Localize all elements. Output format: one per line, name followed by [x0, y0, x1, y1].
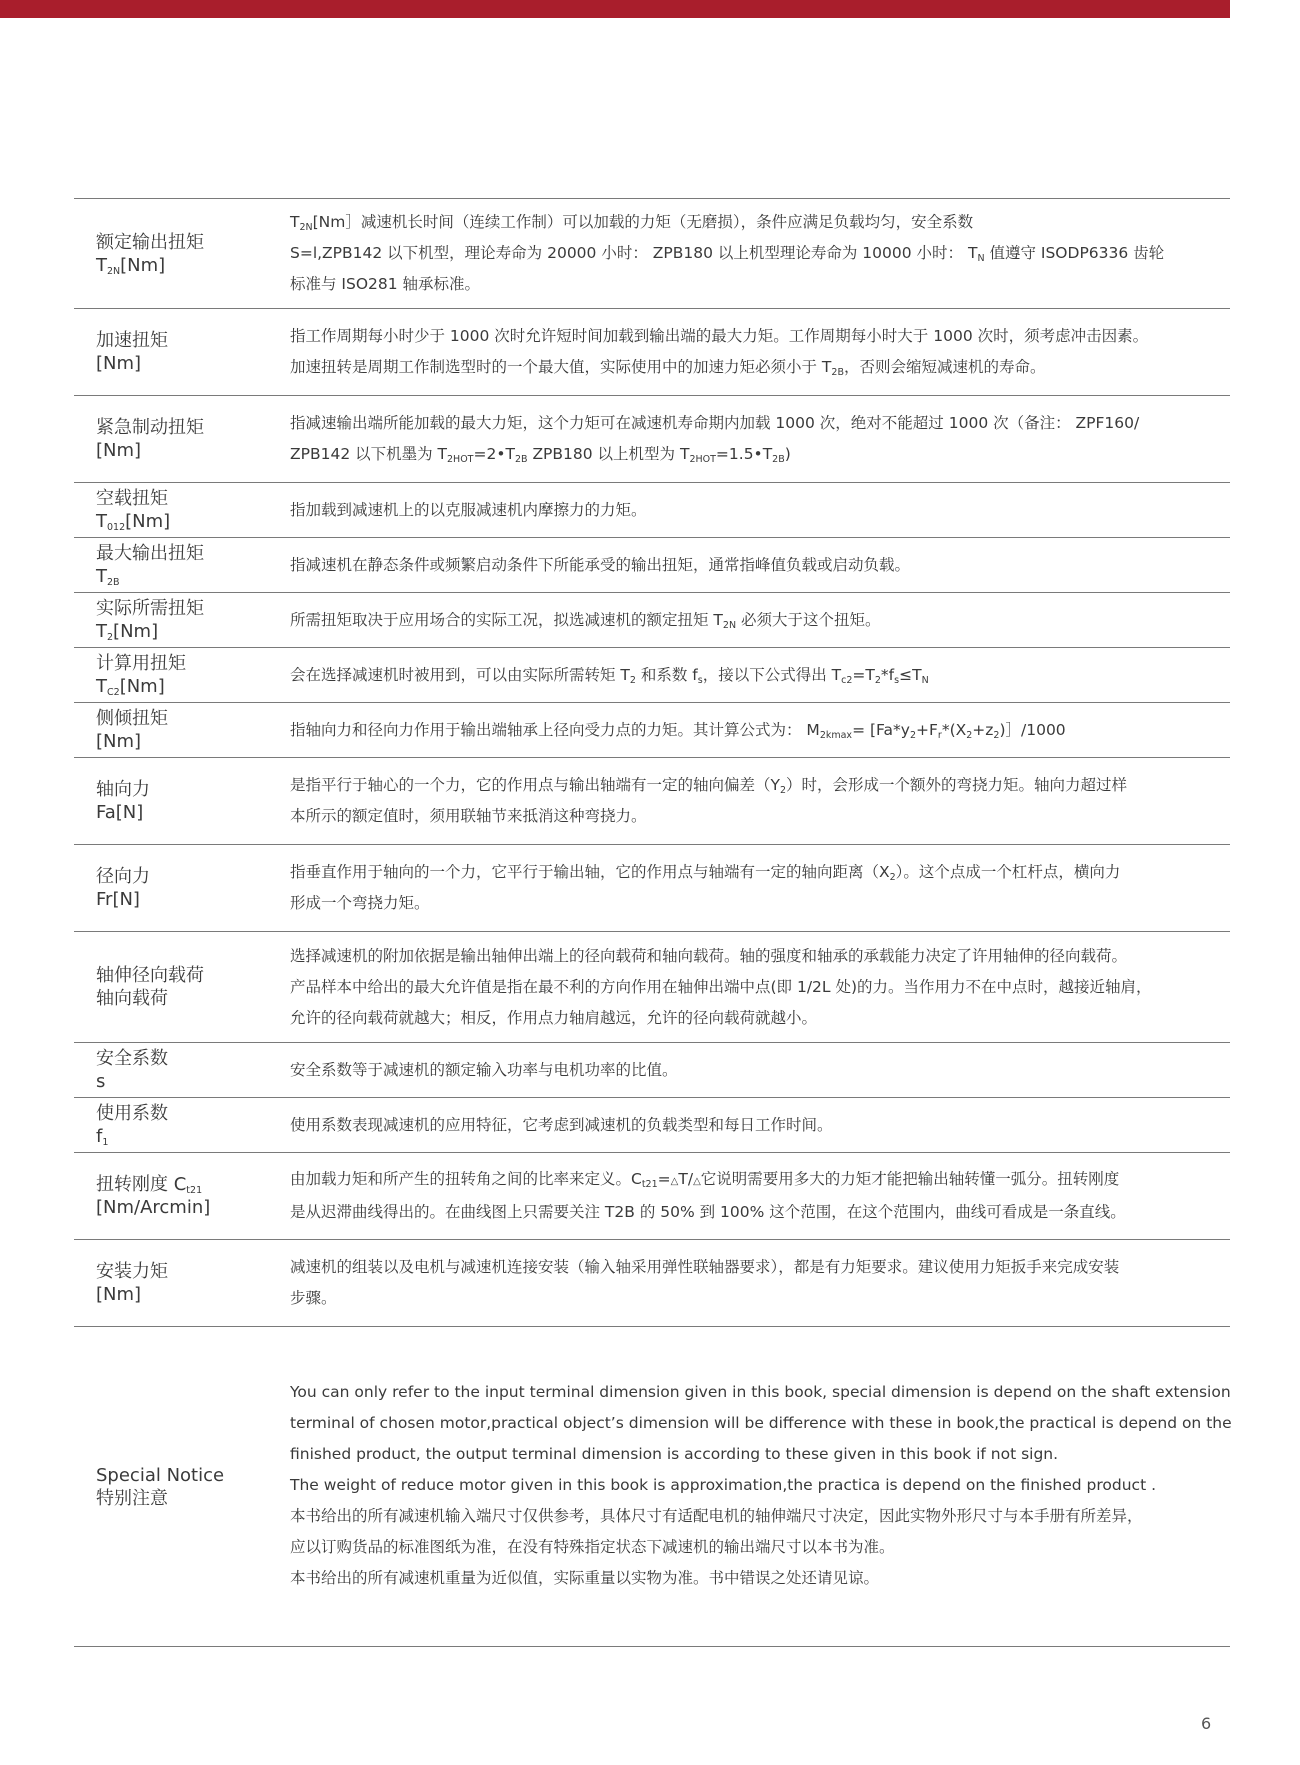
description-cell: [290, 1043, 1230, 1098]
term-unit: $T_{C2}[Nm]$: [96, 676, 165, 698]
description-line: 指减速机在静态条件或频繁启动条件下所能承受的输出扭矩，通常指峰值负载或启动负载。: [290, 555, 911, 574]
description-line: 步骤。: [290, 1289, 337, 1307]
term-unit: 轴向载荷: [96, 988, 168, 1009]
spec-row: [74, 396, 1230, 483]
term-unit: $T_2[Nm]$: [96, 621, 159, 643]
notice-body: [290, 1327, 1230, 1647]
spec-row: [74, 932, 1230, 1043]
description-line: 由加载力矩和所产生的扭转角之间的比率来定义。$C_{t21}=\triangle T/\triangle$它说明需要用多大的力矩才能把输出轴转懂一弧分。扭转刚度: [290, 1170, 1120, 1190]
description-cell: [290, 309, 1230, 396]
description-line: 是从迟滞曲线得出的。在曲线图上只需要关注 T2B 的 50% 到 100% 这个范围，在这个范围内，曲线可看成是一条直线。: [290, 1203, 1126, 1221]
term-unit: [Nm]: [96, 731, 142, 752]
term-unit: $T_{2N}[Nm]$: [96, 254, 166, 277]
spec-row: [74, 845, 1230, 932]
description-line: 本所示的额定值时，须用联轴节来抵消这种弯挠力。: [290, 807, 647, 825]
term-cell: [74, 538, 290, 593]
notice-line: The weight of reduce motor given in this book is approximation,the practica is depend on the finished product .: [290, 1476, 1157, 1494]
term-cell: [74, 199, 290, 309]
notice-line: You can only refer to the input terminal dimension given in this book, special dimension is depend on the shaft extension: [290, 1383, 1231, 1401]
description-line: 减速机的组装以及电机与减速机连接安装（输入轴采用弹性联轴器要求），都是有力矩要求。建议使用力矩扳手来完成安装: [290, 1258, 1120, 1276]
spec-row: [74, 648, 1230, 703]
description-cell: [290, 538, 1230, 593]
term-unit: [Nm/Arcmin]: [96, 1197, 211, 1218]
notice-title-cn: 特别注意: [96, 1487, 168, 1509]
description-line: 指加载到减速机上的以克服减速机内摩擦力的力矩。: [290, 500, 647, 519]
term-name: 实际所需扭矩: [96, 598, 204, 619]
term-cell: [74, 396, 290, 483]
spec-table: [74, 198, 1230, 1647]
term-name: 空载扭矩: [96, 488, 168, 509]
description-line: 使用系数表现减速机的应用特征，它考虑到减速机的负载类型和每日工作时间。: [290, 1115, 833, 1134]
description-line: 是指平行于轴心的一个力，它的作用点与输出轴端有一定的轴向偏差$(Y_2)$时，会形成一个额外的弯挠力矩。轴向力超过样: [290, 776, 1128, 796]
term-name: 最大输出扭矩: [96, 543, 204, 564]
term-name: 扭转刚度 $C_{t21}$: [96, 1174, 203, 1196]
spec-row: [74, 1098, 1230, 1153]
description-line: 指垂直作用于轴向的一个力，它平行于输出轴，它的作用点与轴端有一定的轴向距离$(X_2)$。这个点成一个杠杆点，横向力: [290, 863, 1121, 883]
term-name: 使用系数: [96, 1103, 168, 1124]
term-cell: [74, 593, 290, 648]
term-cell: [74, 932, 290, 1043]
description-cell: [290, 1240, 1230, 1327]
page-number: 6: [1201, 1714, 1212, 1733]
notice-line: 本书给出的所有减速机重量为近似值，实际重量以实物为准。书中错误之处还请见谅。: [290, 1569, 880, 1587]
top-accent-bar: [0, 0, 1230, 18]
term-name: 加速扭矩: [96, 330, 168, 351]
description-line: 安全系数等于减速机的额定输入功率与电机功率的比值。: [290, 1060, 678, 1079]
term-unit: [Nm]: [96, 353, 142, 374]
description-cell: [290, 845, 1230, 932]
term-cell: [74, 309, 290, 396]
spec-row: [74, 199, 1230, 309]
term-unit: Fr[N]: [96, 889, 140, 910]
description-cell: [290, 1098, 1230, 1153]
description-cell: [290, 593, 1230, 648]
description-line: 形成一个弯挠力矩。: [290, 894, 430, 912]
term-cell: [74, 648, 290, 703]
description-cell: [290, 648, 1230, 703]
spec-row: [74, 483, 1230, 538]
term-unit: $f_1$: [96, 1126, 109, 1148]
description-cell: [290, 758, 1230, 845]
notice-title-en: Special Notice: [96, 1464, 225, 1486]
spec-row: [74, 1240, 1230, 1327]
term-name: 额定输出扭矩: [96, 231, 204, 253]
term-name: 安装力矩: [96, 1261, 168, 1282]
special-notice-row: [74, 1327, 1230, 1647]
spec-table-body: [74, 199, 1230, 1647]
spec-row: [74, 593, 1230, 648]
term-name: 轴向力: [96, 779, 150, 800]
notice-line: terminal of chosen motor,practical object’s dimension will be difference with these in book,the practical is depend on the: [290, 1414, 1232, 1432]
description-line: 产品样本中给出的最大允许值是指在最不利的方向作用在轴伸出端中点(即 1/2L 处)的力。当作用力不在中点时，越接近轴肩，: [290, 977, 1152, 996]
term-name: 安全系数: [96, 1048, 168, 1069]
term-cell: [74, 1098, 290, 1153]
spec-row: [74, 1043, 1230, 1098]
term-name: 紧急制动扭矩: [96, 417, 204, 438]
notice-term-cell: [74, 1327, 290, 1647]
term-cell: [74, 845, 290, 932]
spec-row: [74, 703, 1230, 758]
term-name: 侧倾扭矩: [96, 708, 168, 729]
term-name: 径向力: [96, 866, 150, 887]
spec-row: [74, 309, 1230, 396]
description-cell: [290, 199, 1230, 309]
description-line: S=l,ZPB142 以下机型，理论寿命为 20000 小时： ZPB180 以上机型理论寿命为 10000 小时： $T_N$ 值遵守 ISODP6336 齿轮: [290, 244, 1165, 264]
term-unit: [Nm]: [96, 1284, 142, 1305]
term-unit: [Nm]: [96, 440, 142, 461]
description-line: ZPB142 以下机墨为 $T_{2HOT}=2•T_{2B}$ ZPB180 以上机型为 $T_{2HOT}=1.5•T_{2B}$): [290, 445, 791, 465]
notice-line: 应以订购货品的标准图纸为准，在没有特殊指定状态下减速机的输出端尺寸以本书为准。: [290, 1538, 895, 1556]
term-cell: [74, 1043, 290, 1098]
term-name: 计算用扭矩: [96, 653, 186, 674]
term-unit: $T_{2B}$: [96, 566, 120, 588]
description-cell: [290, 932, 1230, 1043]
term-cell: [74, 1153, 290, 1240]
term-unit: Fa[N]: [96, 802, 144, 823]
description-cell: [290, 483, 1230, 538]
description-line: 所需扭矩取决于应用场合的实际工况，拟选减速机的额定扭矩 $T_{2N}$ 必须大于这个扭矩。: [290, 610, 881, 631]
term-unit: $T_{012}[Nm]$: [96, 511, 171, 533]
description-line: 会在选择减速机时被用到，可以由实际所需转矩 $T_2$ 和系数 $f_s$，接以下公式得出 $T_{c2}=T_2*f_s\le T_N$: [290, 665, 929, 686]
term-cell: [74, 703, 290, 758]
description-cell: [290, 1153, 1230, 1240]
term-cell: [74, 758, 290, 845]
notice-line: finished product, the output terminal dimension is according to these given in this book if not sign.: [290, 1445, 1059, 1463]
description-cell: [290, 703, 1230, 758]
description-line: 加速扭转是周期工作制选型时的一个最大值，实际使用中的加速力矩必须小于 $T_{2B}$，否则会缩短减速机的寿命。: [290, 358, 1046, 378]
spec-row: [74, 538, 1230, 593]
description-line: 指减速输出端所能加载的最大力矩，这个力矩可在减速机寿命期内加载 1000 次，绝对不能超过 1000 次（备注： ZPF160/: [290, 414, 1140, 432]
description-line: 标准与 ISO281 轴承标准。: [290, 275, 481, 293]
notice-line: 本书给出的所有减速机输入端尺寸仅供参考，具体尺寸有适配电机的轴伸端尺寸决定，因此实物外形尺寸与本手册有所差异，: [290, 1507, 1143, 1525]
term-cell: [74, 1240, 290, 1327]
term-name: 轴伸径向载荷: [96, 965, 204, 986]
description-cell: [290, 396, 1230, 483]
description-line: $T_{2N}[Nm]$减速机长时间（连续工作制）可以加载的力矩（无磨损），条件应满足负载均匀，安全系数: [290, 213, 974, 233]
description-line: 指轴向力和径向力作用于输出端轴承上径向受力点的力矩。其计算公式为： $M_{2kmax}=$ [$Fa*y_2+F_r*(X_2+z_2)]/1000$: [290, 720, 1066, 741]
description-line: 指工作周期每小时少于 1000 次时允许短时间加载到输出端的最大力矩。工作周期每小时大于 1000 次时，须考虑冲击因素。: [290, 327, 1149, 345]
term-cell: [74, 483, 290, 538]
spec-row: [74, 758, 1230, 845]
spec-row: [74, 1153, 1230, 1240]
description-line: 允许的径向载荷就越大；相反，作用点力轴肩越远，允许的径向载荷就越小。: [290, 1008, 818, 1027]
description-line: 选择减速机的附加依据是输出轴伸出端上的径向载荷和轴向载荷。轴的强度和轴承的承载能力决定了许用轴伸的径向载荷。: [290, 946, 1128, 965]
term-unit: s: [96, 1071, 106, 1092]
